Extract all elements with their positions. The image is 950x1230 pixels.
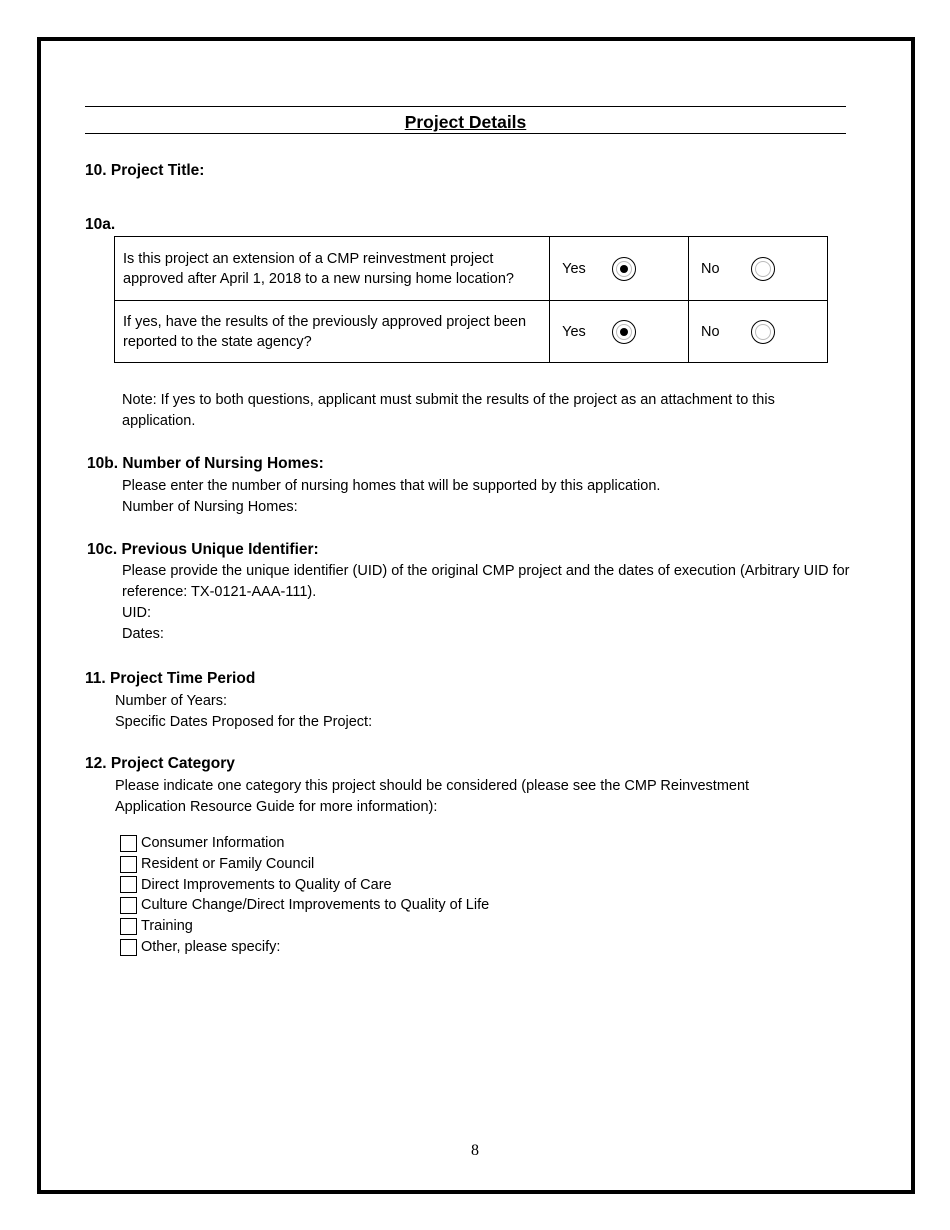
culture-change-checkbox[interactable] [120, 897, 137, 914]
page-title: Project Details [404, 112, 527, 132]
yes-option-cell [550, 301, 689, 363]
training-checkbox[interactable] [120, 918, 137, 935]
quality-of-care-checkbox[interactable] [120, 876, 137, 893]
time-period-heading: 11. Project Time Period [85, 670, 256, 687]
consumer-information-checkbox[interactable] [120, 835, 137, 852]
category-option [120, 895, 489, 916]
category-options-list [120, 833, 489, 958]
yes-label: Yes [562, 323, 586, 340]
attachment-note: Note: If yes to both questions, applicant must submit the results of the project as an attachment to this application. [122, 392, 775, 429]
yes-label: Yes [562, 260, 586, 277]
no-radio-button[interactable] [751, 257, 775, 281]
category-option-label: Training [141, 918, 193, 935]
nursing-homes-heading: 10b. Number of Nursing Homes: [87, 455, 324, 472]
yes-radio-button[interactable] [612, 320, 636, 344]
specific-dates-label: Specific Dates Proposed for the Project: [115, 714, 373, 730]
no-option-cell [689, 301, 828, 363]
nursing-homes-field-label: Number of Nursing Homes: [122, 499, 298, 515]
other-checkbox[interactable] [120, 939, 137, 956]
yes-option-cell [550, 237, 689, 301]
page-number: 8 [471, 1142, 479, 1159]
no-radio-button[interactable] [751, 320, 775, 344]
project-title-label: 10. Project Title: [85, 162, 205, 179]
question-text: Is this project an extension of a CMP reinvestment project approved after April 1, 2018 to a new nursing home location? [115, 237, 550, 301]
category-option [120, 937, 489, 958]
dates-field-label: Dates: [122, 626, 164, 642]
category-option [120, 854, 489, 875]
category-option [120, 833, 489, 854]
project-category-heading: 12. Project Category [85, 755, 235, 772]
category-option [120, 875, 489, 896]
previous-uid-heading: 10c. Previous Unique Identifier: [87, 541, 319, 558]
category-option-label: Consumer Information [141, 834, 285, 851]
extension-questions-table [114, 236, 828, 363]
category-option-label: Resident or Family Council [141, 855, 315, 872]
no-label: No [701, 323, 720, 340]
resident-family-council-checkbox[interactable] [120, 856, 137, 873]
category-option-label: Direct Improvements to Quality of Care [141, 876, 392, 893]
table-row [115, 237, 828, 301]
uid-field-label: UID: [122, 605, 151, 621]
question-text: If yes, have the results of the previously approved project been reported to the state agency? [115, 301, 550, 363]
section-title-bar [85, 106, 846, 134]
category-option-label: Culture Change/Direct Improvements to Quality of Life [141, 897, 490, 914]
question-10a-label: 10a. [85, 216, 116, 233]
category-option-label: Other, please specify: [141, 938, 281, 955]
category-option [120, 916, 489, 937]
nursing-homes-instruction: Please enter the number of nursing homes that will be supported by this application. [122, 478, 661, 494]
no-label: No [701, 260, 720, 277]
page-border [37, 37, 915, 1194]
no-option-cell [689, 237, 828, 301]
number-of-years-label: Number of Years: [115, 693, 228, 709]
previous-uid-instruction: Please provide the unique identifier (UID) of the original CMP project and the dates of execution (Arbitrary UID for reference: TX-0121-AAA-111). [122, 563, 850, 600]
yes-radio-button[interactable] [612, 257, 636, 281]
table-row [115, 301, 828, 363]
project-category-instruction: Please indicate one category this project should be considered (please see the CMP Reinvestment Application Resource Guide for more information): [115, 778, 750, 815]
